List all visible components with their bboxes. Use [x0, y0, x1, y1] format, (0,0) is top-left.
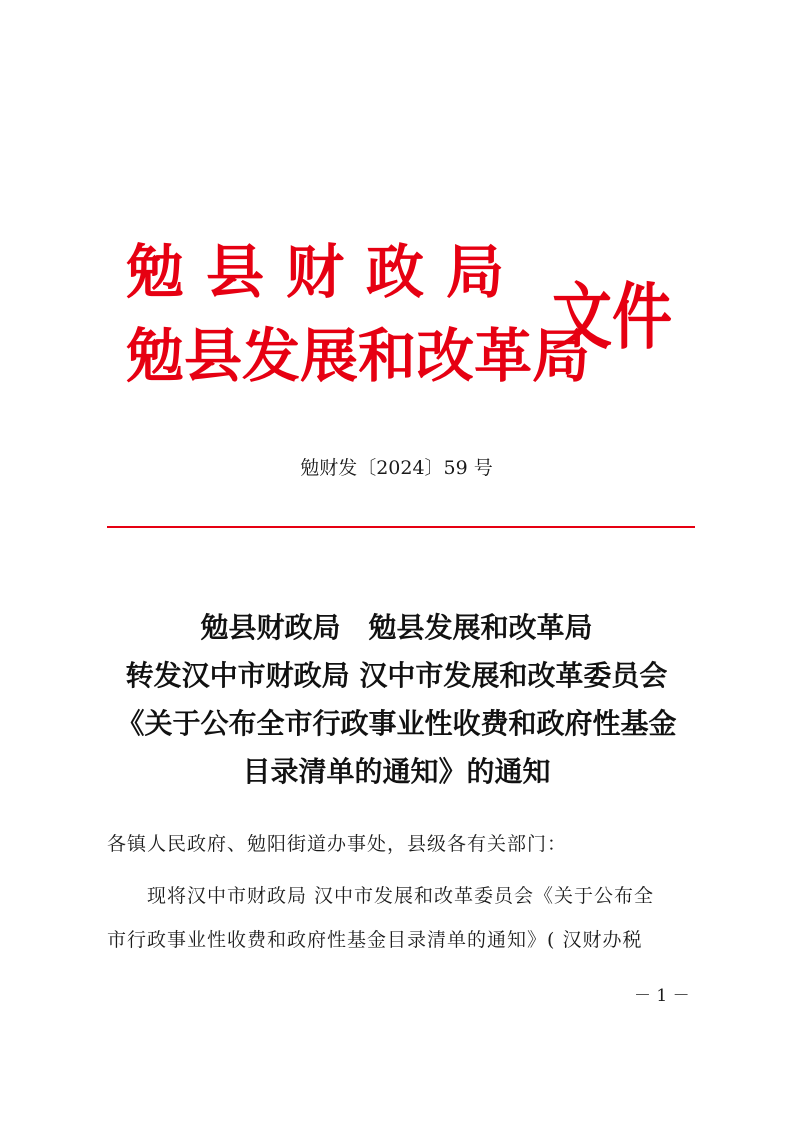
title-line-2: 转发汉中市财政局 汉中市发展和改革委员会: [125, 659, 668, 692]
title-line-1: 勉县财政局 勉县发展和改革局: [200, 611, 593, 644]
title-line-3: 《关于公布全市行政事业性收费和政府性基金: [116, 707, 677, 740]
document-title: [60, 604, 733, 796]
document-number: 勉财发〔2024〕59 号: [300, 457, 493, 479]
page-number: － 1 －: [634, 986, 690, 1006]
title-line-4: 目录清单的通知》的通知: [242, 755, 551, 788]
issuer-line-2: 勉县发展和改革局: [126, 322, 591, 390]
body-line-1: 现将汉中市财政局 汉中市发展和改革委员会《关于公布全: [147, 885, 655, 907]
body-line-2: 市行政事业性收费和政府性基金目录清单的通知》( 汉财办税: [107, 929, 643, 951]
red-header: [0, 0, 793, 420]
salutation: 各镇人民政府、勉阳街道办事处，县级各有关部门：: [107, 833, 568, 855]
issuer-line-1: 勉县财政局: [126, 238, 527, 306]
body-paragraph: [107, 874, 697, 962]
document-suffix: 文件: [552, 276, 672, 360]
red-divider: [107, 526, 695, 528]
